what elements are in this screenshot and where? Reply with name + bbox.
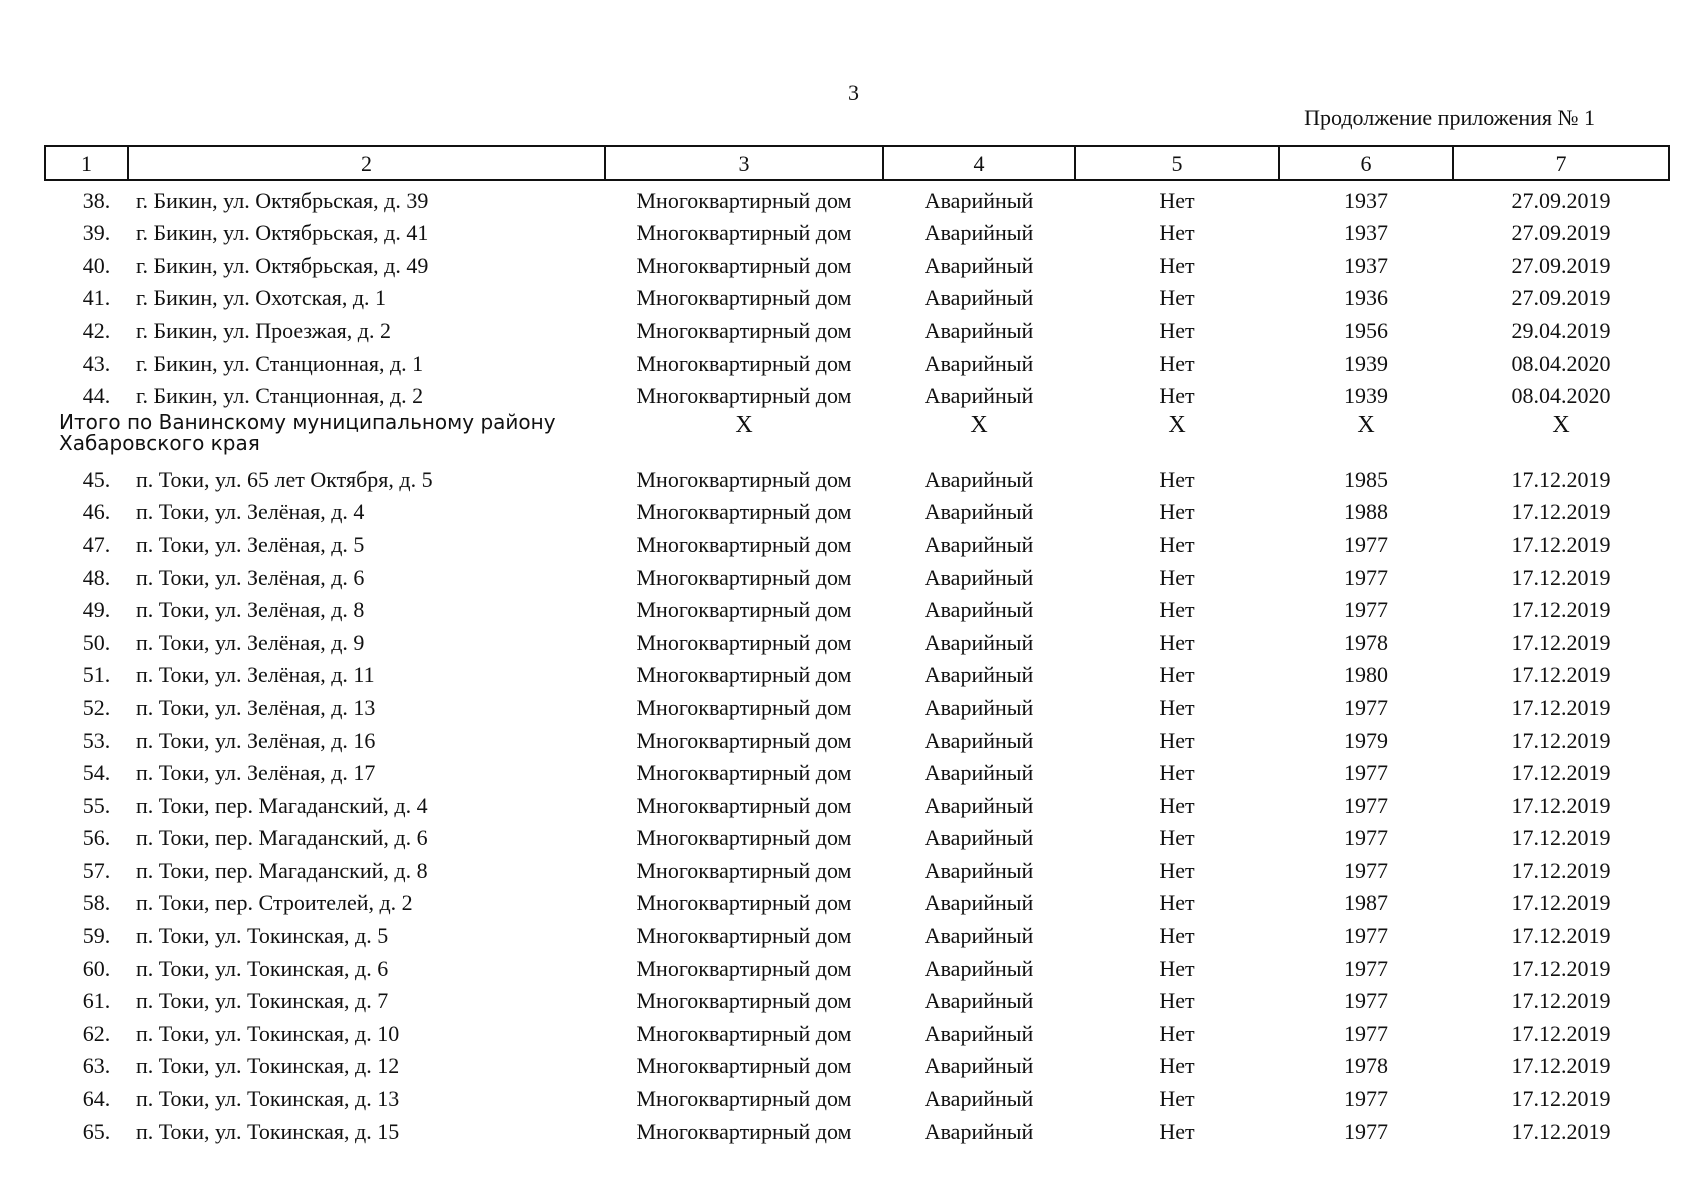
row-address: п. Токи, ул. Токинская, д. 12 bbox=[136, 1053, 400, 1079]
row-number: 64. bbox=[82, 1086, 111, 1112]
row-date: 17.12.2019 bbox=[1511, 466, 1611, 492]
row-condition: Аварийный bbox=[924, 1053, 1034, 1079]
row-condition: Аварийный bbox=[924, 857, 1034, 883]
row-flag: Нет bbox=[1159, 760, 1195, 786]
row-year: 1937 bbox=[1344, 252, 1388, 278]
row-flag: Нет bbox=[1159, 1118, 1195, 1144]
row-flag: Нет bbox=[1159, 187, 1195, 213]
row-condition: Аварийный bbox=[924, 564, 1034, 590]
row-date: 17.12.2019 bbox=[1511, 857, 1611, 883]
row-condition: Аварийный bbox=[924, 317, 1034, 343]
table-row bbox=[45, 754, 1669, 787]
row-year: 1977 bbox=[1344, 531, 1388, 557]
row-date: 17.12.2019 bbox=[1511, 955, 1611, 981]
row-condition: Аварийный bbox=[924, 350, 1034, 376]
subtotal-row bbox=[45, 409, 1669, 460]
row-date: 17.12.2019 bbox=[1511, 531, 1611, 557]
row-date: 27.09.2019 bbox=[1511, 252, 1611, 278]
row-address: п. Токи, пер. Строителей, д. 2 bbox=[136, 890, 413, 916]
row-flag: Нет bbox=[1159, 499, 1195, 525]
row-number: 59. bbox=[82, 923, 111, 949]
row-year: 1937 bbox=[1344, 187, 1388, 213]
row-year: 1977 bbox=[1344, 988, 1388, 1014]
row-flag: Нет bbox=[1159, 317, 1195, 343]
row-address: п. Токи, ул. Токинская, д. 7 bbox=[136, 988, 389, 1014]
row-year: 1978 bbox=[1344, 1053, 1388, 1079]
column-header: 1 bbox=[45, 146, 128, 180]
column-header: 4 bbox=[883, 146, 1075, 180]
column-header: 6 bbox=[1279, 146, 1453, 180]
row-number: 60. bbox=[82, 955, 111, 981]
table-row bbox=[45, 949, 1669, 982]
table-row bbox=[45, 180, 1669, 214]
row-address: п. Токи, ул. Токинская, д. 5 bbox=[136, 923, 389, 949]
row-number: 41. bbox=[82, 285, 111, 311]
row-address: п. Токи, пер. Магаданский, д. 8 bbox=[136, 857, 428, 883]
subtotal-x-mark: X bbox=[1552, 412, 1570, 439]
row-building-type: Многоквартирный дом bbox=[636, 988, 852, 1014]
row-address: г. Бикин, ул. Проезжая, д. 2 bbox=[136, 317, 391, 343]
row-year: 1977 bbox=[1344, 857, 1388, 883]
row-date: 17.12.2019 bbox=[1511, 923, 1611, 949]
row-number: 48. bbox=[82, 564, 111, 590]
row-flag: Нет bbox=[1159, 597, 1195, 623]
row-address: п. Токи, ул. Зелёная, д. 4 bbox=[136, 499, 365, 525]
row-flag: Нет bbox=[1159, 466, 1195, 492]
row-condition: Аварийный bbox=[924, 694, 1034, 720]
row-date: 17.12.2019 bbox=[1511, 662, 1611, 688]
row-address: п. Токи, ул. Зелёная, д. 17 bbox=[136, 760, 376, 786]
row-flag: Нет bbox=[1159, 383, 1195, 409]
row-building-type: Многоквартирный дом bbox=[636, 1086, 852, 1112]
table-row bbox=[45, 982, 1669, 1015]
row-address: п. Токи, ул. Зелёная, д. 13 bbox=[136, 694, 376, 720]
row-condition: Аварийный bbox=[924, 1118, 1034, 1144]
row-condition: Аварийный bbox=[924, 285, 1034, 311]
row-building-type: Многоквартирный дом bbox=[636, 220, 852, 246]
table-row bbox=[45, 656, 1669, 689]
table-body bbox=[45, 180, 1669, 1145]
row-flag: Нет bbox=[1159, 955, 1195, 981]
row-date: 08.04.2020 bbox=[1511, 383, 1611, 409]
row-number: 40. bbox=[82, 252, 111, 278]
row-date: 17.12.2019 bbox=[1511, 825, 1611, 851]
row-flag: Нет bbox=[1159, 825, 1195, 851]
table-row bbox=[45, 591, 1669, 624]
row-number: 61. bbox=[82, 988, 111, 1014]
row-building-type: Многоквартирный дом bbox=[636, 383, 852, 409]
table-row bbox=[45, 377, 1669, 410]
housing-table bbox=[44, 145, 1670, 1145]
row-address: г. Бикин, ул. Октябрьская, д. 49 bbox=[136, 252, 429, 278]
column-header: 3 bbox=[605, 146, 883, 180]
row-date: 17.12.2019 bbox=[1511, 890, 1611, 916]
row-building-type: Многоквартирный дом bbox=[636, 825, 852, 851]
row-year: 1977 bbox=[1344, 760, 1388, 786]
row-condition: Аварийный bbox=[924, 252, 1034, 278]
table-row bbox=[45, 214, 1669, 247]
row-building-type: Многоквартирный дом bbox=[636, 629, 852, 655]
row-number: 49. bbox=[82, 597, 111, 623]
table-row bbox=[45, 1047, 1669, 1080]
row-year: 1977 bbox=[1344, 564, 1388, 590]
row-year: 1977 bbox=[1344, 955, 1388, 981]
table-row bbox=[45, 721, 1669, 754]
row-year: 1977 bbox=[1344, 1020, 1388, 1046]
row-condition: Аварийный bbox=[924, 792, 1034, 818]
row-building-type: Многоквартирный дом bbox=[636, 531, 852, 557]
row-address: п. Токи, ул. Зелёная, д. 8 bbox=[136, 597, 365, 623]
row-year: 1987 bbox=[1344, 890, 1388, 916]
subtotal-x-mark: X bbox=[1168, 412, 1186, 439]
row-building-type: Многоквартирный дом bbox=[636, 499, 852, 525]
row-condition: Аварийный bbox=[924, 890, 1034, 916]
table-row bbox=[45, 344, 1669, 377]
row-condition: Аварийный bbox=[924, 923, 1034, 949]
row-address: п. Токи, пер. Магаданский, д. 4 bbox=[136, 792, 428, 818]
row-condition: Аварийный bbox=[924, 988, 1034, 1014]
row-date: 27.09.2019 bbox=[1511, 187, 1611, 213]
row-condition: Аварийный bbox=[924, 662, 1034, 688]
row-building-type: Многоквартирный дом bbox=[636, 285, 852, 311]
table-row bbox=[45, 246, 1669, 279]
row-year: 1977 bbox=[1344, 1118, 1388, 1144]
row-year: 1978 bbox=[1344, 629, 1388, 655]
row-flag: Нет bbox=[1159, 694, 1195, 720]
row-date: 17.12.2019 bbox=[1511, 629, 1611, 655]
row-building-type: Многоквартирный дом bbox=[636, 564, 852, 590]
row-year: 1939 bbox=[1344, 350, 1388, 376]
row-address: п. Токи, ул. Зелёная, д. 16 bbox=[136, 727, 376, 753]
column-header: 2 bbox=[128, 146, 605, 180]
row-address: п. Токи, ул. Токинская, д. 15 bbox=[136, 1118, 400, 1144]
row-year: 1979 bbox=[1344, 727, 1388, 753]
table-row bbox=[45, 851, 1669, 884]
row-building-type: Многоквартирный дом bbox=[636, 350, 852, 376]
row-number: 58. bbox=[82, 890, 111, 916]
row-condition: Аварийный bbox=[924, 1086, 1034, 1112]
row-building-type: Многоквартирный дом bbox=[636, 923, 852, 949]
row-year: 1977 bbox=[1344, 1086, 1388, 1112]
table-row bbox=[45, 460, 1669, 493]
row-building-type: Многоквартирный дом bbox=[636, 187, 852, 213]
row-date: 17.12.2019 bbox=[1511, 694, 1611, 720]
row-number: 51. bbox=[82, 662, 111, 688]
row-year: 1977 bbox=[1344, 694, 1388, 720]
row-building-type: Многоквартирный дом bbox=[636, 857, 852, 883]
row-number: 38. bbox=[82, 187, 111, 213]
row-date: 17.12.2019 bbox=[1511, 1020, 1611, 1046]
row-address: п. Токи, ул. Токинская, д. 13 bbox=[136, 1086, 400, 1112]
row-year: 1977 bbox=[1344, 792, 1388, 818]
row-flag: Нет bbox=[1159, 792, 1195, 818]
row-date: 17.12.2019 bbox=[1511, 1053, 1611, 1079]
row-flag: Нет bbox=[1159, 220, 1195, 246]
row-flag: Нет bbox=[1159, 1020, 1195, 1046]
row-year: 1988 bbox=[1344, 499, 1388, 525]
row-condition: Аварийный bbox=[924, 760, 1034, 786]
row-condition: Аварийный bbox=[924, 727, 1034, 753]
row-flag: Нет bbox=[1159, 629, 1195, 655]
row-year: 1985 bbox=[1344, 466, 1388, 492]
row-date: 17.12.2019 bbox=[1511, 564, 1611, 590]
row-flag: Нет bbox=[1159, 1053, 1195, 1079]
row-number: 52. bbox=[82, 694, 111, 720]
subtotal-label: Итого по Ванинскому муниципальному району Хабаровского края bbox=[59, 410, 556, 456]
row-condition: Аварийный bbox=[924, 955, 1034, 981]
row-address: п. Токи, ул. 65 лет Октября, д. 5 bbox=[136, 466, 433, 492]
row-number: 54. bbox=[82, 760, 111, 786]
row-number: 46. bbox=[82, 499, 111, 525]
row-building-type: Многоквартирный дом bbox=[636, 694, 852, 720]
row-year: 1980 bbox=[1344, 662, 1388, 688]
row-number: 44. bbox=[82, 383, 111, 409]
subtotal-x-mark: X bbox=[1357, 412, 1375, 439]
row-condition: Аварийный bbox=[924, 1020, 1034, 1046]
row-condition: Аварийный bbox=[924, 597, 1034, 623]
row-address: г. Бикин, ул. Октябрьская, д. 39 bbox=[136, 187, 429, 213]
row-building-type: Многоквартирный дом bbox=[636, 955, 852, 981]
row-date: 08.04.2020 bbox=[1511, 350, 1611, 376]
table-row bbox=[45, 1079, 1669, 1112]
row-date: 29.04.2019 bbox=[1511, 317, 1611, 343]
row-building-type: Многоквартирный дом bbox=[636, 252, 852, 278]
row-number: 65. bbox=[82, 1118, 111, 1144]
row-building-type: Многоквартирный дом bbox=[636, 466, 852, 492]
row-flag: Нет bbox=[1159, 923, 1195, 949]
row-address: г. Бикин, ул. Октябрьская, д. 41 bbox=[136, 220, 429, 246]
table-row bbox=[45, 311, 1669, 344]
row-address: г. Бикин, ул. Охотская, д. 1 bbox=[136, 285, 387, 311]
row-number: 39. bbox=[82, 220, 111, 246]
row-number: 57. bbox=[82, 857, 111, 883]
row-flag: Нет bbox=[1159, 727, 1195, 753]
row-number: 55. bbox=[82, 792, 111, 818]
row-building-type: Многоквартирный дом bbox=[636, 760, 852, 786]
table-row bbox=[45, 916, 1669, 949]
row-date: 17.12.2019 bbox=[1511, 1086, 1611, 1112]
row-number: 42. bbox=[82, 317, 111, 343]
row-date: 17.12.2019 bbox=[1511, 988, 1611, 1014]
row-address: п. Токи, ул. Токинская, д. 10 bbox=[136, 1020, 400, 1046]
row-number: 63. bbox=[82, 1053, 111, 1079]
row-condition: Аварийный bbox=[924, 466, 1034, 492]
row-flag: Нет bbox=[1159, 252, 1195, 278]
row-building-type: Многоквартирный дом bbox=[636, 727, 852, 753]
row-condition: Аварийный bbox=[924, 825, 1034, 851]
row-year: 1956 bbox=[1344, 317, 1388, 343]
row-date: 17.12.2019 bbox=[1511, 727, 1611, 753]
table-row bbox=[45, 558, 1669, 591]
table-row bbox=[45, 819, 1669, 852]
column-number-row bbox=[45, 146, 1669, 180]
row-year: 1977 bbox=[1344, 597, 1388, 623]
column-header: 5 bbox=[1075, 146, 1279, 180]
table-row bbox=[45, 1014, 1669, 1047]
row-date: 27.09.2019 bbox=[1511, 220, 1611, 246]
table-header bbox=[45, 146, 1669, 180]
table-row bbox=[45, 493, 1669, 526]
row-building-type: Многоквартирный дом bbox=[636, 1118, 852, 1144]
row-building-type: Многоквартирный дом bbox=[636, 597, 852, 623]
table-row bbox=[45, 525, 1669, 558]
table-row bbox=[45, 623, 1669, 656]
subtotal-x-mark: X bbox=[735, 412, 753, 439]
row-flag: Нет bbox=[1159, 662, 1195, 688]
row-date: 17.12.2019 bbox=[1511, 597, 1611, 623]
row-address: п. Токи, ул. Зелёная, д. 5 bbox=[136, 531, 365, 557]
row-condition: Аварийный bbox=[924, 531, 1034, 557]
row-flag: Нет bbox=[1159, 350, 1195, 376]
row-flag: Нет bbox=[1159, 285, 1195, 311]
table-row bbox=[45, 1112, 1669, 1145]
row-year: 1936 bbox=[1344, 285, 1388, 311]
row-address: п. Токи, ул. Зелёная, д. 9 bbox=[136, 629, 365, 655]
row-condition: Аварийный bbox=[924, 220, 1034, 246]
row-flag: Нет bbox=[1159, 564, 1195, 590]
row-number: 47. bbox=[82, 531, 111, 557]
row-date: 17.12.2019 bbox=[1511, 792, 1611, 818]
row-building-type: Многоквартирный дом bbox=[636, 890, 852, 916]
row-condition: Аварийный bbox=[924, 499, 1034, 525]
row-number: 53. bbox=[82, 727, 111, 753]
row-address: г. Бикин, ул. Станционная, д. 1 bbox=[136, 350, 424, 376]
row-building-type: Многоквартирный дом bbox=[636, 1053, 852, 1079]
row-flag: Нет bbox=[1159, 857, 1195, 883]
column-header: 7 bbox=[1453, 146, 1669, 180]
row-flag: Нет bbox=[1159, 1086, 1195, 1112]
row-address: п. Токи, ул. Зелёная, д. 6 bbox=[136, 564, 365, 590]
row-building-type: Многоквартирный дом bbox=[636, 662, 852, 688]
row-year: 1937 bbox=[1344, 220, 1388, 246]
row-condition: Аварийный bbox=[924, 383, 1034, 409]
row-building-type: Многоквартирный дом bbox=[636, 1020, 852, 1046]
row-number: 56. bbox=[82, 825, 111, 851]
row-year: 1977 bbox=[1344, 825, 1388, 851]
row-date: 17.12.2019 bbox=[1511, 1118, 1611, 1144]
row-year: 1977 bbox=[1344, 923, 1388, 949]
page-number: 3 bbox=[848, 80, 859, 105]
table-row bbox=[45, 786, 1669, 819]
appendix-continuation-note: Продолжение приложения № 1 bbox=[1304, 105, 1595, 130]
row-address: п. Токи, ул. Токинская, д. 6 bbox=[136, 955, 389, 981]
table-row bbox=[45, 688, 1669, 721]
row-flag: Нет bbox=[1159, 890, 1195, 916]
table-row bbox=[45, 279, 1669, 312]
row-address: г. Бикин, ул. Станционная, д. 2 bbox=[136, 383, 424, 409]
row-flag: Нет bbox=[1159, 531, 1195, 557]
row-date: 27.09.2019 bbox=[1511, 285, 1611, 311]
row-date: 17.12.2019 bbox=[1511, 760, 1611, 786]
row-address: п. Токи, ул. Зелёная, д. 11 bbox=[136, 662, 375, 688]
row-number: 62. bbox=[82, 1020, 111, 1046]
row-date: 17.12.2019 bbox=[1511, 499, 1611, 525]
row-number: 45. bbox=[82, 466, 111, 492]
row-building-type: Многоквартирный дом bbox=[636, 317, 852, 343]
row-number: 50. bbox=[82, 629, 111, 655]
row-condition: Аварийный bbox=[924, 629, 1034, 655]
subtotal-x-mark: X bbox=[970, 412, 988, 439]
table-row bbox=[45, 884, 1669, 917]
row-year: 1939 bbox=[1344, 383, 1388, 409]
row-address: п. Токи, пер. Магаданский, д. 6 bbox=[136, 825, 428, 851]
row-condition: Аварийный bbox=[924, 187, 1034, 213]
row-number: 43. bbox=[82, 350, 111, 376]
row-flag: Нет bbox=[1159, 988, 1195, 1014]
row-building-type: Многоквартирный дом bbox=[636, 792, 852, 818]
